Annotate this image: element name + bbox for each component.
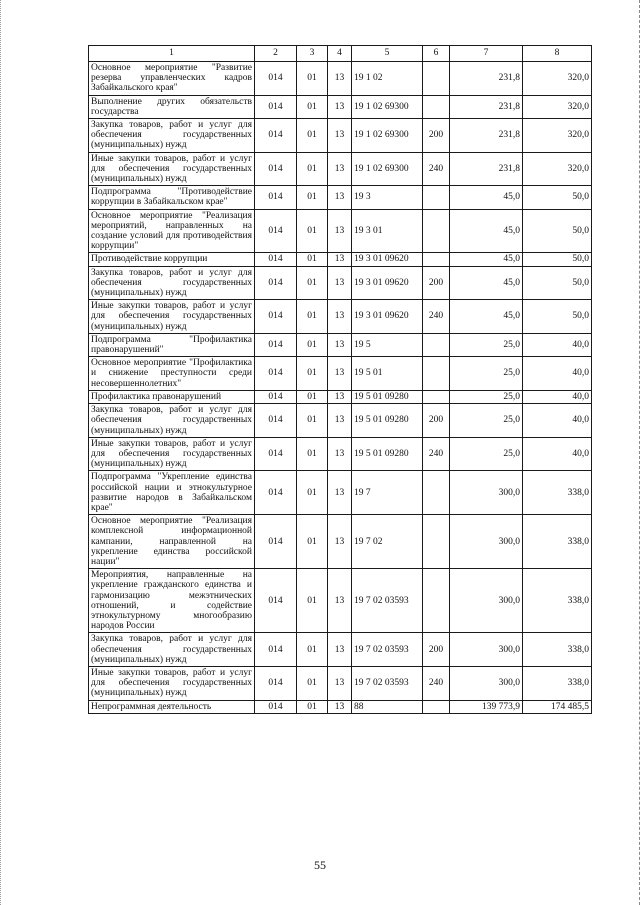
subsection-cell: 13 [328,186,352,209]
subsection-cell: 13 [328,253,352,266]
table-row [89,119,592,153]
amount-year2-cell: 40,0 [523,437,592,471]
subsection-cell: 13 [328,357,352,391]
amount-year2-cell: 320,0 [523,152,592,186]
subsection-cell: 13 [328,266,352,300]
header-cell: 2 [255,46,297,62]
table-row [89,95,592,118]
amount-year1-cell: 25,0 [450,390,523,403]
amount-year2-cell: 50,0 [523,300,592,334]
target-article-cell: 19 7 [352,471,423,515]
section-cell: 01 [297,633,328,667]
expense-type-cell: 200 [423,266,450,300]
subsection-cell: 13 [328,300,352,334]
row-name-cell: Основное мероприятие "Реализация мероприятий, направленных на создание условий для противодействия коррупции" [89,209,255,253]
amount-year2-cell: 40,0 [523,390,592,403]
table-row [89,333,592,356]
table-row [89,515,592,569]
table-row [89,666,592,700]
table-row [89,471,592,515]
row-name-cell: Иные закупки товаров, работ и услуг для обеспечения государственных (муниципальных) нужд [89,152,255,186]
expense-type-cell [423,95,450,118]
expense-type-cell [423,209,450,253]
table-row [89,253,592,266]
amount-year2-cell: 40,0 [523,333,592,356]
amount-year2-cell: 50,0 [523,186,592,209]
table-row [89,152,592,186]
subsection-cell: 13 [328,333,352,356]
subsection-cell: 13 [328,152,352,186]
table-row [89,300,592,334]
target-article-cell: 19 1 02 [352,62,423,96]
admin-code-cell: 014 [255,666,297,700]
row-name-cell: Подпрограмма "Противодействие коррупции в Забайкальском крае" [89,186,255,209]
section-cell: 01 [297,95,328,118]
amount-year1-cell: 25,0 [450,437,523,471]
table-row [89,700,592,713]
amount-year2-cell: 338,0 [523,666,592,700]
target-article-cell: 19 3 01 09620 [352,266,423,300]
row-name-cell: Подпрограмма "Укрепление единства российской нации и этнокультурное развитие народов в Забайкальском крае" [89,471,255,515]
expense-type-cell [423,253,450,266]
admin-code-cell: 014 [255,253,297,266]
admin-code-cell: 014 [255,209,297,253]
row-name-cell: Основное мероприятие "Профилактика и снижение преступности среди несовершеннолетних" [89,357,255,391]
row-name-cell: Закупка товаров, работ и услуг для обеспечения государственных (муниципальных) нужд [89,633,255,667]
target-article-cell: 88 [352,700,423,713]
subsection-cell: 13 [328,209,352,253]
expense-type-cell [423,515,450,569]
admin-code-cell: 014 [255,300,297,334]
row-name-cell: Основное мероприятие "Развитие резерва управленческих кадров Забайкальского края" [89,62,255,96]
table-row [89,390,592,403]
section-cell: 01 [297,471,328,515]
section-cell: 01 [297,357,328,391]
section-cell: 01 [297,186,328,209]
subsection-cell: 13 [328,62,352,96]
admin-code-cell: 014 [255,62,297,96]
amount-year2-cell: 50,0 [523,266,592,300]
row-name-cell: Противодействие коррупции [89,253,255,266]
table-row [89,62,592,96]
admin-code-cell: 014 [255,186,297,209]
amount-year2-cell: 338,0 [523,471,592,515]
header-row [89,46,592,62]
subsection-cell: 13 [328,515,352,569]
target-article-cell: 19 7 02 03593 [352,633,423,667]
section-cell: 01 [297,119,328,153]
subsection-cell: 13 [328,569,352,633]
row-name-cell: Закупка товаров, работ и услуг для обеспечения государственных (муниципальных) нужд [89,266,255,300]
section-cell: 01 [297,209,328,253]
subsection-cell: 13 [328,471,352,515]
amount-year2-cell: 338,0 [523,633,592,667]
row-name-cell: Закупка товаров, работ и услуг для обеспечения государственных (муниципальных) нужд [89,404,255,438]
header-cell: 8 [523,46,592,62]
expense-type-cell: 200 [423,404,450,438]
target-article-cell: 19 5 01 09280 [352,437,423,471]
header-cell: 6 [423,46,450,62]
subsection-cell: 13 [328,666,352,700]
amount-year1-cell: 45,0 [450,209,523,253]
admin-code-cell: 014 [255,437,297,471]
expense-type-cell: 200 [423,633,450,667]
section-cell: 01 [297,515,328,569]
section-cell: 01 [297,152,328,186]
subsection-cell: 13 [328,119,352,153]
target-article-cell: 19 1 02 69300 [352,119,423,153]
expense-type-cell [423,357,450,391]
admin-code-cell: 014 [255,357,297,391]
target-article-cell: 19 3 01 [352,209,423,253]
table-row [89,437,592,471]
amount-year1-cell: 45,0 [450,300,523,334]
expense-type-cell [423,569,450,633]
admin-code-cell: 014 [255,152,297,186]
section-cell: 01 [297,569,328,633]
admin-code-cell: 014 [255,333,297,356]
target-article-cell: 19 7 02 03593 [352,666,423,700]
target-article-cell: 19 1 02 69300 [352,95,423,118]
header-cell: 3 [297,46,328,62]
amount-year2-cell: 174 485,5 [523,700,592,713]
subsection-cell: 13 [328,95,352,118]
target-article-cell: 19 3 01 09620 [352,300,423,334]
expense-type-cell [423,471,450,515]
subsection-cell: 13 [328,700,352,713]
table-row [89,186,592,209]
amount-year2-cell: 338,0 [523,569,592,633]
row-name-cell: Непрограммная деятельность [89,700,255,713]
table-row [89,266,592,300]
admin-code-cell: 014 [255,471,297,515]
amount-year1-cell: 45,0 [450,186,523,209]
expense-type-cell [423,390,450,403]
expense-type-cell: 240 [423,152,450,186]
amount-year1-cell: 300,0 [450,666,523,700]
budget-table [88,45,592,714]
section-cell: 01 [297,404,328,438]
amount-year1-cell: 231,8 [450,152,523,186]
amount-year2-cell: 320,0 [523,62,592,96]
admin-code-cell: 014 [255,633,297,667]
section-cell: 01 [297,253,328,266]
expense-type-cell: 200 [423,119,450,153]
admin-code-cell: 014 [255,569,297,633]
amount-year2-cell: 50,0 [523,209,592,253]
target-article-cell: 19 7 02 [352,515,423,569]
target-article-cell: 19 7 02 03593 [352,569,423,633]
header-cell: 5 [352,46,423,62]
expense-type-cell: 240 [423,300,450,334]
section-cell: 01 [297,62,328,96]
row-name-cell: Иные закупки товаров, работ и услуг для обеспечения государственных (муниципальных) нужд [89,437,255,471]
amount-year1-cell: 300,0 [450,633,523,667]
row-name-cell: Закупка товаров, работ и услуг для обеспечения государственных (муниципальных) нужд [89,119,255,153]
row-name-cell: Мероприятия, направленные на укрепление гражданского единства и гармонизацию межэтнических отношений, и содействие этнокультурному многообразию народов России [89,569,255,633]
target-article-cell: 19 1 02 69300 [352,152,423,186]
table-body [89,46,592,714]
section-cell: 01 [297,666,328,700]
scan-right-edge [636,0,640,905]
row-name-cell: Выполнение других обязательств государства [89,95,255,118]
table-row [89,357,592,391]
section-cell: 01 [297,700,328,713]
amount-year1-cell: 300,0 [450,569,523,633]
admin-code-cell: 014 [255,119,297,153]
expense-type-cell [423,700,450,713]
amount-year1-cell: 300,0 [450,515,523,569]
subsection-cell: 13 [328,390,352,403]
subsection-cell: 13 [328,437,352,471]
target-article-cell: 19 5 [352,333,423,356]
section-cell: 01 [297,437,328,471]
target-article-cell: 19 5 01 [352,357,423,391]
section-cell: 01 [297,300,328,334]
header-cell: 4 [328,46,352,62]
amount-year1-cell: 231,8 [450,62,523,96]
target-article-cell: 19 3 [352,186,423,209]
amount-year1-cell: 25,0 [450,333,523,356]
section-cell: 01 [297,266,328,300]
amount-year2-cell: 40,0 [523,404,592,438]
row-name-cell: Иные закупки товаров, работ и услуг для обеспечения государственных (муниципальных) нужд [89,666,255,700]
section-cell: 01 [297,333,328,356]
amount-year1-cell: 231,8 [450,95,523,118]
amount-year2-cell: 40,0 [523,357,592,391]
admin-code-cell: 014 [255,266,297,300]
admin-code-cell: 014 [255,515,297,569]
admin-code-cell: 014 [255,390,297,403]
expense-type-cell [423,62,450,96]
header-cell: 7 [450,46,523,62]
table-row [89,404,592,438]
amount-year1-cell: 45,0 [450,266,523,300]
target-article-cell: 19 5 01 09280 [352,404,423,438]
row-name-cell: Иные закупки товаров, работ и услуг для обеспечения государственных (муниципальных) нужд [89,300,255,334]
amount-year2-cell: 338,0 [523,515,592,569]
target-article-cell: 19 3 01 09620 [352,253,423,266]
amount-year1-cell: 139 773,9 [450,700,523,713]
target-article-cell: 19 5 01 09280 [352,390,423,403]
amount-year1-cell: 25,0 [450,357,523,391]
page-number: 55 [314,858,326,872]
amount-year1-cell: 45,0 [450,253,523,266]
expense-type-cell [423,333,450,356]
amount-year2-cell: 320,0 [523,95,592,118]
row-name-cell: Подпрограмма "Профилактика правонарушений" [89,333,255,356]
admin-code-cell: 014 [255,95,297,118]
scan-left-edge [0,0,4,905]
table-row [89,569,592,633]
row-name-cell: Основное мероприятие "Реализация комплексной информационной кампании, направленной на укрепление единства российской нации" [89,515,255,569]
amount-year2-cell: 320,0 [523,119,592,153]
subsection-cell: 13 [328,404,352,438]
header-cell: 1 [89,46,255,62]
expense-type-cell [423,186,450,209]
subsection-cell: 13 [328,633,352,667]
amount-year1-cell: 300,0 [450,471,523,515]
admin-code-cell: 014 [255,404,297,438]
expense-type-cell: 240 [423,437,450,471]
amount-year1-cell: 25,0 [450,404,523,438]
row-name-cell: Профилактика правонарушений [89,390,255,403]
expense-type-cell: 240 [423,666,450,700]
table-row [89,633,592,667]
amount-year1-cell: 231,8 [450,119,523,153]
amount-year2-cell: 50,0 [523,253,592,266]
admin-code-cell: 014 [255,700,297,713]
section-cell: 01 [297,390,328,403]
table-row [89,209,592,253]
